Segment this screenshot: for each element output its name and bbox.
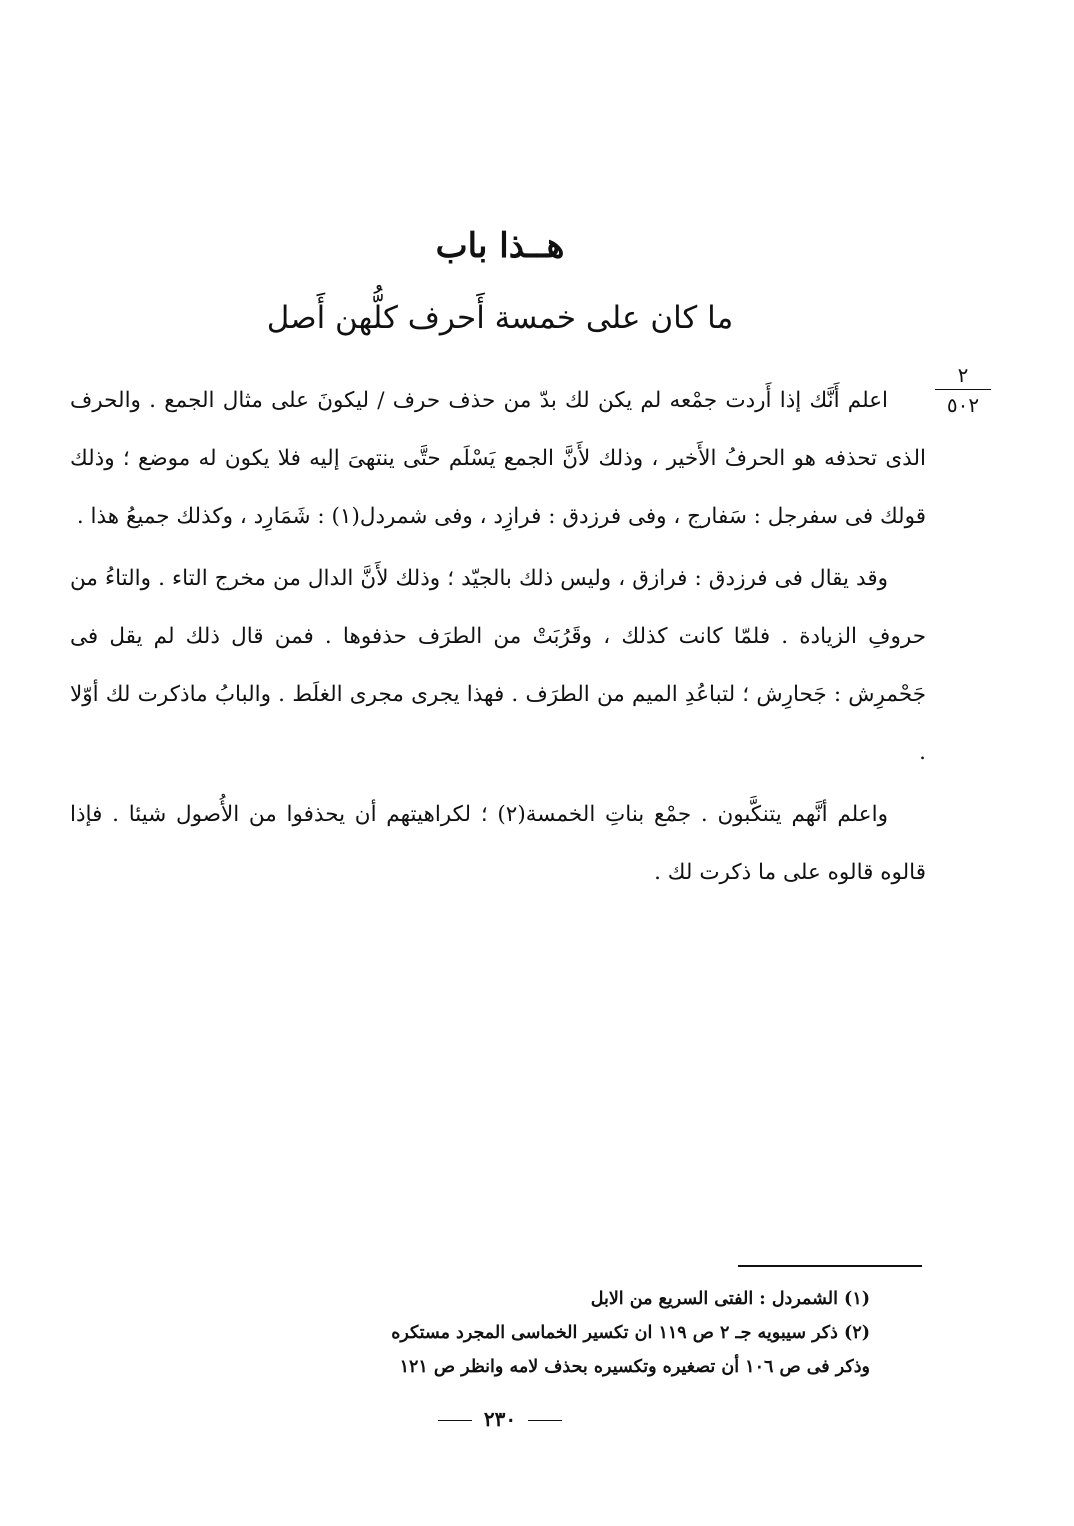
paragraph: وقد يقال فى فرزدق : فرازق ، وليس ذلك بالجيّد ؛ وذلك لأَنَّ الدال من مخرج التاء . والتاءُ من حروفِ الزيادة . فلمّا كانت كذلك ، وقَرُبَتْ من الطرَف حذفوها . فمن قال ذلك لم يقل فى جَحْمرِش : جَحارِش ؛ لتباعُدِ الميم من الطرَف . فهذا يجرى مجرى الغلَط . والبابُ ماذكرت لك أوّلا .	[70, 566, 926, 765]
dash-decoration	[438, 1420, 472, 1421]
footnote: (١) الشمردل : الفتى السريع من الابل	[590, 1289, 870, 1309]
paragraph: اعلم أَنَّك إذا أَردت جمْعه لم يكن لك بدّ من حذف حرف / ليكونَ على مثال الجمع . والحرف الذى تحذفه هو الحرفُ الأَخير ، وذلك لأَنَّ الجمع يَسْلَم حتَّى ينتهىَ إليه فلا يكون له موضع ؛ وذلك قولك فى سفرجل : سَفارج ، وفى فرزدق : فرازِد ، وفى شمردل(١) : شَمَارِد ، وكذلك جميعُ هذا .	[70, 388, 926, 529]
margin-reference	[935, 362, 991, 418]
footnotes	[250, 1282, 870, 1384]
footnote: (٢) ذكر سيبويه جـ ٢ ص ١١٩ ان تكسير الخماسى المجرد مستكره	[391, 1323, 870, 1343]
body-text	[70, 372, 926, 906]
footnote-separator	[738, 1265, 922, 1267]
chapter-title: هــذا باب	[435, 226, 565, 266]
chapter-subtitle: ما كان على خمسة أَحرف كلُّهن أَصل	[266, 300, 734, 336]
footnote: وذكر فى ص ١٠٦ أن تصغيره وتكسيره بحذف لامه وانظر ص ١٢١	[399, 1357, 870, 1377]
margin-reference-page: ٥٠٢	[946, 393, 980, 417]
page-number	[0, 1404, 1000, 1434]
dash-decoration	[528, 1420, 562, 1421]
margin-reference-volume: ٢	[935, 362, 991, 390]
paragraph: واعلم أنَّهم يتنكَّبون . جمْع بناتِ الخمسة(٢) ؛ لكراهيتهم أن يحذفوا من الأُصول شيئا . فإذا قالوه قالوه على ما ذكرت لك .	[70, 802, 926, 885]
page-number-value: ٢٣٠	[483, 1407, 517, 1431]
